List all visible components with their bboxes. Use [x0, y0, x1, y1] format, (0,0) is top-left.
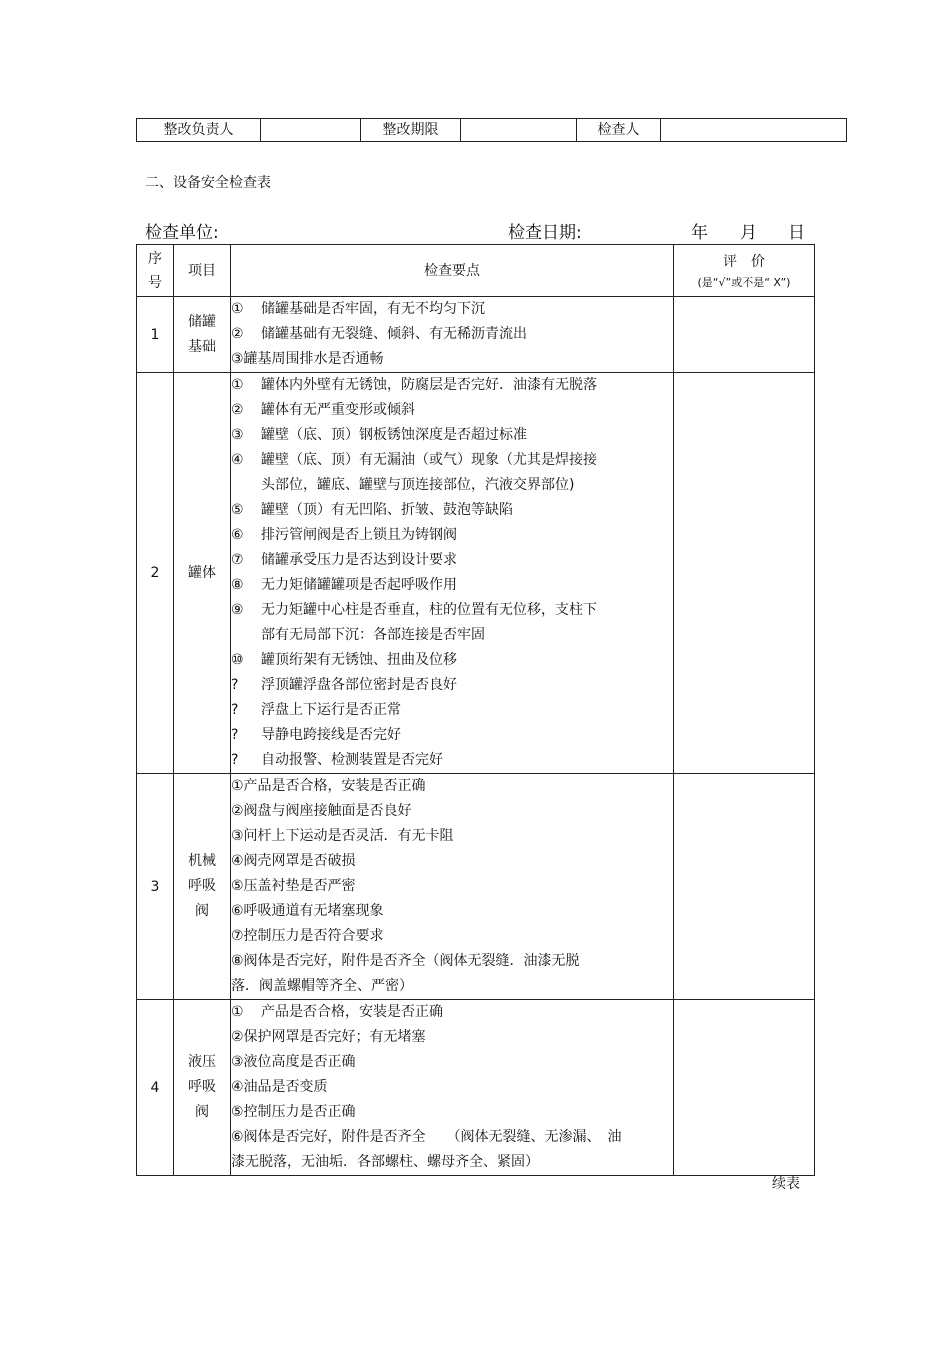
item-text: 浮顶罐浮盘各部位密封是否良好: [261, 677, 457, 693]
section-title: 二、设备安全检查表: [145, 175, 271, 191]
row-check-points: [231, 297, 674, 373]
item-text: 浮盘上下运行是否正常: [261, 702, 401, 718]
item-text: 罐体内外壁有无锈蚀，防腐层是否完好．油漆有无脱落: [261, 377, 597, 393]
item-text: 头部位，罐底、罐壁与顶连接部位，汽液交界部位): [261, 477, 575, 493]
row-project: 储罐 基础: [174, 297, 231, 373]
row-project: 罐体: [174, 373, 231, 774]
row-number: 2: [137, 373, 174, 774]
deadline-label: 整改期限: [361, 119, 461, 142]
item-marker: ?: [231, 752, 239, 768]
item-text: 罐体有无严重变形或倾斜: [261, 402, 415, 418]
row-number: 4: [137, 1000, 174, 1176]
list-item: [231, 573, 673, 598]
list-item: [231, 423, 673, 448]
list-item: ⑤压盖衬垫是否严密: [231, 878, 356, 894]
list-item: [231, 322, 673, 347]
item-marker: ⑦: [231, 552, 244, 568]
item-marker: ?: [231, 702, 239, 718]
row-check-points: [231, 1000, 674, 1176]
item-marker: ①: [231, 377, 244, 393]
item-text: 罐顶绗架有无锈蚀、扭曲及位移: [261, 652, 457, 668]
responsible-person-value[interactable]: [261, 119, 361, 142]
date-day: 日: [788, 223, 805, 243]
list-item: [231, 498, 673, 523]
item-marker: [231, 473, 261, 498]
list-item: [231, 523, 673, 548]
list-item: [231, 548, 673, 573]
responsible-person-label: 整改负责人: [137, 119, 261, 142]
item-marker: ⑧: [231, 577, 244, 593]
rectification-row: [137, 119, 847, 142]
date-month: 月: [740, 223, 757, 243]
item-text: 罐壁（顶）有无凹陷、折皱、鼓泡等缺陷: [261, 502, 513, 518]
list-item: [231, 398, 673, 423]
row-project: 液压 呼吸 阀: [174, 1000, 231, 1176]
list-item: ①产品是否合格，安装是否正确: [231, 778, 426, 794]
table-header-row: [137, 245, 815, 297]
list-item: ④阀壳网罩是否破损: [231, 853, 356, 869]
row-check-points: [231, 774, 674, 1000]
table-row: [137, 297, 815, 373]
item-text: 罐壁（底、顶）有无漏油（或气）现象（尤其是焊接接: [261, 452, 597, 468]
date-year: 年: [691, 223, 708, 243]
list-item: [231, 373, 673, 398]
list-item: [231, 473, 673, 498]
list-item: ③罐基周围排水是否通畅: [231, 351, 384, 367]
row-number: 1: [137, 297, 174, 373]
item-marker: ?: [231, 727, 239, 743]
row-project: 机械 呼吸 阀: [174, 774, 231, 1000]
list-item: [231, 698, 673, 723]
item-marker: ③: [231, 427, 244, 443]
item-text: 储罐承受压力是否达到设计要求: [261, 552, 457, 568]
table-row: [137, 1000, 815, 1176]
list-item: [231, 1000, 673, 1025]
item-text: 产品是否合格，安装是否正确: [261, 1004, 443, 1020]
header-evaluation: 评 价 (是“√”或不是“ X”): [674, 245, 815, 297]
item-marker: ?: [231, 677, 239, 693]
list-item: [231, 448, 673, 473]
list-item: ④油品是否变质: [231, 1079, 328, 1095]
list-item: [231, 748, 673, 773]
row-check-points: [231, 373, 674, 774]
list-item: [231, 673, 673, 698]
row-number: 3: [137, 774, 174, 1000]
header-project: 项目: [174, 245, 231, 297]
item-marker: ②: [231, 326, 244, 342]
list-item: [231, 598, 673, 623]
item-text: 储罐基础有无裂缝、倾斜、有无稀沥青流出: [261, 326, 527, 342]
inspector-value[interactable]: [661, 119, 847, 142]
item-text: 储罐基础是否牢固，有无不均匀下沉: [261, 301, 485, 317]
item-marker: ④: [231, 452, 244, 468]
item-marker: ⑥: [231, 527, 244, 543]
item-marker: ①: [231, 301, 244, 317]
table-row: [137, 774, 815, 1000]
header-check-points: 检查要点: [231, 245, 674, 297]
equipment-safety-checklist: [136, 244, 815, 1176]
inspection-unit-label: 检查单位:: [145, 223, 219, 243]
item-text: 部有无局部下沉：各部连接是否牢固: [261, 627, 485, 643]
list-item: ⑥呼吸通道有无堵塞现象: [231, 903, 384, 919]
list-item: ③液位高度是否正确: [231, 1054, 356, 1070]
item-marker: ②: [231, 402, 244, 418]
list-item: 漆无脱落，无油垢．各部螺柱、螺母齐全、紧固）: [231, 1154, 539, 1170]
row-evaluation-cell[interactable]: [674, 297, 815, 373]
list-item: [231, 623, 673, 648]
rectification-table: [136, 118, 847, 142]
header-seq: 序 号: [137, 245, 174, 297]
row-evaluation-cell[interactable]: [674, 373, 815, 774]
row-evaluation-cell[interactable]: [674, 774, 815, 1000]
list-item: ⑦控制压力是否符合要求: [231, 928, 384, 944]
list-item: 落．阀盖螺帽等齐全、严密）: [231, 978, 413, 994]
list-item: ⑤控制压力是否正确: [231, 1104, 356, 1120]
item-text: 罐壁（底、顶）钢板锈蚀深度是否超过标准: [261, 427, 527, 443]
deadline-value[interactable]: [461, 119, 577, 142]
list-item: ②阀盘与阀座接触面是否良好: [231, 803, 412, 819]
table-row: [137, 373, 815, 774]
list-item: ②保护网罩是否完好；有无堵塞: [231, 1029, 426, 1045]
row-evaluation-cell[interactable]: [674, 1000, 815, 1176]
list-item: [231, 648, 673, 673]
inspection-date-label: 检查日期:: [508, 223, 582, 243]
item-text: 无力矩储罐罐项是否起呼吸作用: [261, 577, 457, 593]
list-item: [231, 297, 673, 322]
item-marker: ⑤: [231, 502, 244, 518]
continued-note: 续表: [772, 1176, 800, 1192]
item-text: 导静电跨接线是否完好: [261, 727, 401, 743]
item-text: 自动报警、检测装置是否完好: [261, 752, 443, 768]
item-marker: ⑩: [231, 652, 244, 668]
item-marker: ⑨: [231, 602, 244, 618]
list-item: ⑥阀体是否完好，附件是否齐全 （阀体无裂缝、无渗漏、 油: [231, 1129, 622, 1145]
item-marker: ①: [231, 1004, 244, 1020]
item-text: 排污管闸阀是否上锁且为铸钢阀: [261, 527, 457, 543]
list-item: [231, 723, 673, 748]
inspector-label: 检查人: [577, 119, 661, 142]
list-item: ⑧阀体是否完好，附件是否齐全（阀体无裂缝．油漆无脱: [231, 953, 580, 969]
item-text: 无力矩罐中心柱是否垂直，柱的位置有无位移，支柱下: [261, 602, 597, 618]
list-item: ③问杆上下运动是否灵活．有无卡阻: [231, 828, 454, 844]
item-marker: [231, 623, 261, 648]
